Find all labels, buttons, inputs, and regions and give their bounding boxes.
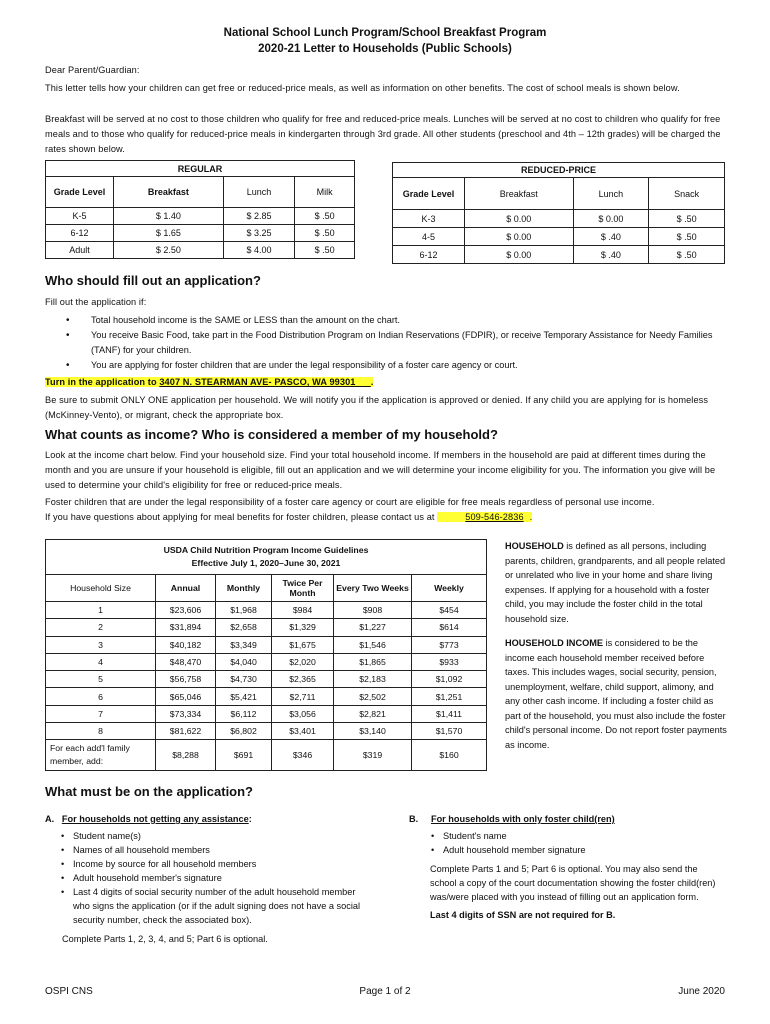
table-cell: $1,546 bbox=[334, 636, 412, 653]
table-cell: $3,401 bbox=[272, 723, 334, 740]
table-cell: K-3 bbox=[393, 210, 465, 228]
reduced-table-caption: REDUCED-PRICE bbox=[393, 163, 725, 178]
table-row bbox=[46, 225, 355, 242]
reduced-header-lunch: Lunch bbox=[573, 178, 649, 210]
intro-paragraph-1: This letter tells how your children can get free or reduced-price meals, as well as information on other benefits. The cost of school meals is shown below. bbox=[45, 83, 680, 93]
table-cell: $1,329 bbox=[272, 619, 334, 636]
table-cell: $908 bbox=[334, 602, 412, 619]
table-cell: $56,758 bbox=[156, 671, 216, 688]
table-row bbox=[46, 671, 487, 688]
table-cell: $1,865 bbox=[334, 653, 412, 670]
table-cell: $1,411 bbox=[412, 705, 487, 722]
income-heading: What counts as income? Who is considered a member of my household? bbox=[45, 427, 498, 442]
regular-header-grade: Grade Level bbox=[46, 177, 114, 208]
table-cell: $1,968 bbox=[216, 602, 272, 619]
table-row bbox=[393, 228, 725, 246]
household-income-def: is considered to be the income each household member received before taxes. This includes wages, social security, pension, unemployment, welfare, child support, alimony, and any other cash income. If including a foster child as part of the household, you must also include the foster child's personal income. Do not report foster payments as income. bbox=[505, 638, 727, 750]
section-b-complete: Complete Parts 1 and 5; Part 6 is optional. You may also send the school a copy of the court documentation showing the foster child(ren) was/were placed with you instead of filling out an application form. bbox=[430, 864, 716, 902]
table-cell: $23,606 bbox=[156, 602, 216, 619]
section-a-title-line bbox=[45, 812, 375, 826]
table-cell: $ .50 bbox=[649, 246, 725, 264]
table-cell: 1 bbox=[46, 602, 156, 619]
household-income-definition bbox=[505, 636, 727, 752]
list-item: • Last 4 digits of social security number of the adult household member who signs the application (or if the adult signing does not have a social security number, check the associated box). bbox=[59, 885, 364, 927]
list-item: • Income by source for all household members bbox=[59, 857, 364, 871]
table-cell: $2,020 bbox=[272, 653, 334, 670]
household-term: HOUSEHOLD bbox=[505, 541, 564, 551]
turn-in-prefix: Turn in the application to bbox=[45, 377, 160, 387]
table-cell: $691 bbox=[216, 740, 272, 771]
guidelines-title-1: USDA Child Nutrition Program Income Guidelines bbox=[163, 545, 369, 555]
table-cell: $73,334 bbox=[156, 705, 216, 722]
table-cell: $ 1.40 bbox=[114, 208, 224, 225]
salutation: Dear Parent/Guardian: bbox=[45, 65, 140, 75]
table-cell: $ .50 bbox=[295, 225, 355, 242]
regular-header-breakfast: Breakfast bbox=[114, 177, 224, 208]
list-item: • You are applying for foster children that are under the legal responsibility of a foster care agency or court. bbox=[45, 358, 725, 373]
section-a-title: For households not getting any assistance bbox=[61, 814, 249, 824]
foster-suffix: . bbox=[529, 512, 533, 522]
table-cell: $ 4.00 bbox=[223, 242, 295, 259]
foster-contact-text: If you have questions about applying for meal benefits for foster children, please contact us at bbox=[45, 512, 438, 522]
regular-price-table bbox=[45, 160, 355, 259]
intro-paragraph-2: Breakfast will be served at no cost to those children who qualify for free and reduced-price meals. Lunches will be served at no cost to children who qualify for free meals and to those who qualify for reduced-price meals in kindergarten through 3rd grade. All other students (preschool and 4th – 12th grades) will be charged the rates shown below. bbox=[45, 114, 721, 154]
table-cell: 2 bbox=[46, 619, 156, 636]
table-cell: $2,711 bbox=[272, 688, 334, 705]
table-row bbox=[46, 740, 487, 771]
table-row bbox=[46, 636, 487, 653]
table-cell: $454 bbox=[412, 602, 487, 619]
application-heading: What must be on the application? bbox=[45, 784, 253, 799]
regular-table-caption: REGULAR bbox=[46, 161, 355, 177]
table-cell: $ .40 bbox=[573, 246, 649, 264]
table-cell: $4,730 bbox=[216, 671, 272, 688]
guidelines-title bbox=[46, 540, 487, 575]
table-cell: $8,288 bbox=[156, 740, 216, 771]
table-cell: $3,349 bbox=[216, 636, 272, 653]
table-cell: $933 bbox=[412, 653, 487, 670]
reduced-header-breakfast: Breakfast bbox=[465, 178, 574, 210]
table-cell: $ 0.00 bbox=[465, 210, 574, 228]
table-cell: $1,227 bbox=[334, 619, 412, 636]
table-row bbox=[393, 246, 725, 264]
table-cell: $2,821 bbox=[334, 705, 412, 722]
table-cell: 6 bbox=[46, 688, 156, 705]
table-cell: $ 2.85 bbox=[223, 208, 295, 225]
table-cell: 6-12 bbox=[46, 225, 114, 242]
table-cell: 8 bbox=[46, 723, 156, 740]
foster-line-1: Foster children that are under the legal responsibility of a foster care agency or court are eligible for free meals regardless of personal use income. bbox=[45, 497, 655, 507]
household-def: is defined as all persons, including parents, children, grandparents, and all people related or unrelated who live in your home and share living expenses. If applying for a household with a foster child, you may include the foster child in the total household size. bbox=[505, 541, 726, 624]
document-title bbox=[0, 25, 770, 57]
guidelines-header-weekly: Weekly bbox=[412, 575, 487, 602]
table-cell: $773 bbox=[412, 636, 487, 653]
title-line-2: 2020-21 Letter to Households (Public Schools) bbox=[258, 43, 512, 55]
table-cell: 6-12 bbox=[393, 246, 465, 264]
who-bullet-list bbox=[45, 313, 725, 373]
guidelines-title-2: Effective July 1, 2020–June 30, 2021 bbox=[191, 558, 341, 568]
table-cell: $1,092 bbox=[412, 671, 487, 688]
income-guidelines-table bbox=[45, 539, 487, 771]
table-cell: $ 1.65 bbox=[114, 225, 224, 242]
guidelines-header-annual: Annual bbox=[156, 575, 216, 602]
submit-one-paragraph: Be sure to submit ONLY ONE application per household. We will notify you if the application is approved or denied. If any child you are applying for is homeless (McKinney-Vento), or migrant, check the appropriate box. bbox=[45, 395, 709, 420]
table-cell: $2,658 bbox=[216, 619, 272, 636]
table-cell: $48,470 bbox=[156, 653, 216, 670]
table-cell: $ 3.25 bbox=[223, 225, 295, 242]
table-row bbox=[46, 602, 487, 619]
household-definition bbox=[505, 539, 727, 626]
table-cell: $2,502 bbox=[334, 688, 412, 705]
table-row bbox=[46, 705, 487, 722]
guidelines-header-monthly: Monthly bbox=[216, 575, 272, 602]
table-cell: $ .50 bbox=[295, 242, 355, 259]
foster-paragraph bbox=[45, 495, 725, 525]
table-cell: 3 bbox=[46, 636, 156, 653]
table-cell: $ 0.00 bbox=[465, 246, 574, 264]
table-cell: $40,182 bbox=[156, 636, 216, 653]
table-cell: $160 bbox=[412, 740, 487, 771]
table-cell: $6,112 bbox=[216, 705, 272, 722]
turn-in-line bbox=[45, 375, 725, 390]
section-a-colon: : bbox=[248, 814, 252, 824]
income-paragraph-1: Look at the income chart below. Find your household size. Find your total household income. If members in the household are paid at different times during the month and you are unsure if your household is eligible, fill out an application and we will determine your income eligibility for you. The information you give will be used to determine your child's eligibility for free or reduced-price meals. bbox=[45, 450, 716, 490]
turn-in-suffix: . bbox=[370, 377, 374, 387]
table-cell: 7 bbox=[46, 705, 156, 722]
section-a bbox=[45, 812, 375, 946]
table-cell: 4 bbox=[46, 653, 156, 670]
table-cell: $ .50 bbox=[649, 210, 725, 228]
table-row bbox=[46, 208, 355, 225]
table-cell: $614 bbox=[412, 619, 487, 636]
list-item: • Total household income is the SAME or LESS than the amount on the chart. bbox=[45, 313, 725, 328]
reduced-header-snack: Snack bbox=[649, 178, 725, 210]
section-b bbox=[409, 812, 727, 922]
table-cell: $346 bbox=[272, 740, 334, 771]
table-cell: $ .50 bbox=[649, 228, 725, 246]
footer-page-number: Page 1 of 2 bbox=[359, 986, 411, 997]
table-cell: Adult bbox=[46, 242, 114, 259]
regular-header-lunch: Lunch bbox=[223, 177, 295, 208]
table-cell: $ .40 bbox=[573, 228, 649, 246]
guidelines-header-size: Household Size bbox=[46, 575, 156, 602]
table-cell: $5,421 bbox=[216, 688, 272, 705]
table-cell: $65,046 bbox=[156, 688, 216, 705]
section-a-complete: Complete Parts 1, 2, 3, 4, and 5; Part 6 is optional. bbox=[62, 934, 268, 944]
table-row bbox=[46, 653, 487, 670]
list-item: • Student name(s) bbox=[59, 829, 364, 843]
table-cell: $2,365 bbox=[272, 671, 334, 688]
table-cell: $3,140 bbox=[334, 723, 412, 740]
footer-right: June 2020 bbox=[678, 986, 725, 997]
list-item: • Adult household member's signature bbox=[59, 871, 364, 885]
list-item: • Student's name bbox=[429, 829, 727, 843]
table-cell: $ .50 bbox=[295, 208, 355, 225]
regular-header-milk: Milk bbox=[295, 177, 355, 208]
list-item: • You receive Basic Food, take part in the Food Distribution Program on Indian Reservations (FDPIR), or receive Temporary Assistance for Needy Families (TANF) for your children. bbox=[45, 328, 725, 358]
section-b-label: B. bbox=[409, 814, 419, 824]
table-cell: K-5 bbox=[46, 208, 114, 225]
section-a-label: A. bbox=[45, 814, 55, 824]
section-b-title: For households with only foster child(ren) bbox=[430, 814, 615, 824]
turn-in-address: 3407 N. STEARMAN AVE- PASCO, WA 99301 bbox=[159, 377, 356, 387]
table-cell: $1,675 bbox=[272, 636, 334, 653]
list-item: • Names of all household members bbox=[59, 843, 364, 857]
table-cell: $1,251 bbox=[412, 688, 487, 705]
who-heading: Who should fill out an application? bbox=[45, 273, 261, 288]
footer-left: OSPI CNS bbox=[45, 986, 93, 997]
section-b-list bbox=[429, 829, 727, 857]
table-row bbox=[46, 242, 355, 259]
table-row bbox=[46, 619, 487, 636]
section-b-note: Last 4 digits of SSN are not required for B. bbox=[430, 910, 616, 920]
table-row bbox=[46, 723, 487, 740]
table-row bbox=[46, 688, 487, 705]
guidelines-header-twice: Twice Per Month bbox=[272, 575, 334, 602]
table-cell: $3,056 bbox=[272, 705, 334, 722]
table-row bbox=[393, 210, 725, 228]
table-cell: $ 0.00 bbox=[465, 228, 574, 246]
table-cell: $31,894 bbox=[156, 619, 216, 636]
table-cell: $6,802 bbox=[216, 723, 272, 740]
table-cell: 4-5 bbox=[393, 228, 465, 246]
guidelines-header-biweekly: Every Two Weeks bbox=[334, 575, 412, 602]
section-a-list bbox=[59, 829, 364, 927]
foster-line-2 bbox=[45, 510, 725, 525]
table-cell: $2,183 bbox=[334, 671, 412, 688]
list-item: • Adult household member signature bbox=[429, 843, 727, 857]
title-line-1: National School Lunch Program/School Breakfast Program bbox=[223, 27, 547, 39]
reduced-price-table bbox=[392, 162, 725, 264]
table-cell: $ 2.50 bbox=[114, 242, 224, 259]
table-cell: $984 bbox=[272, 602, 334, 619]
section-b-title-line bbox=[409, 812, 727, 826]
table-cell: $319 bbox=[334, 740, 412, 771]
table-cell: $4,040 bbox=[216, 653, 272, 670]
who-lead: Fill out the application if: bbox=[45, 297, 147, 307]
table-cell: For each add'l family member, add: bbox=[46, 740, 156, 771]
household-income-term: HOUSEHOLD INCOME bbox=[505, 638, 604, 648]
table-cell: 5 bbox=[46, 671, 156, 688]
guidelines-body bbox=[46, 602, 487, 771]
table-cell: $1,570 bbox=[412, 723, 487, 740]
turn-in-gap bbox=[356, 377, 371, 387]
contact-phone: 509-546-2836 bbox=[437, 512, 529, 522]
table-cell: $ 0.00 bbox=[573, 210, 649, 228]
reduced-header-grade: Grade Level bbox=[393, 178, 465, 210]
table-cell: $81,622 bbox=[156, 723, 216, 740]
